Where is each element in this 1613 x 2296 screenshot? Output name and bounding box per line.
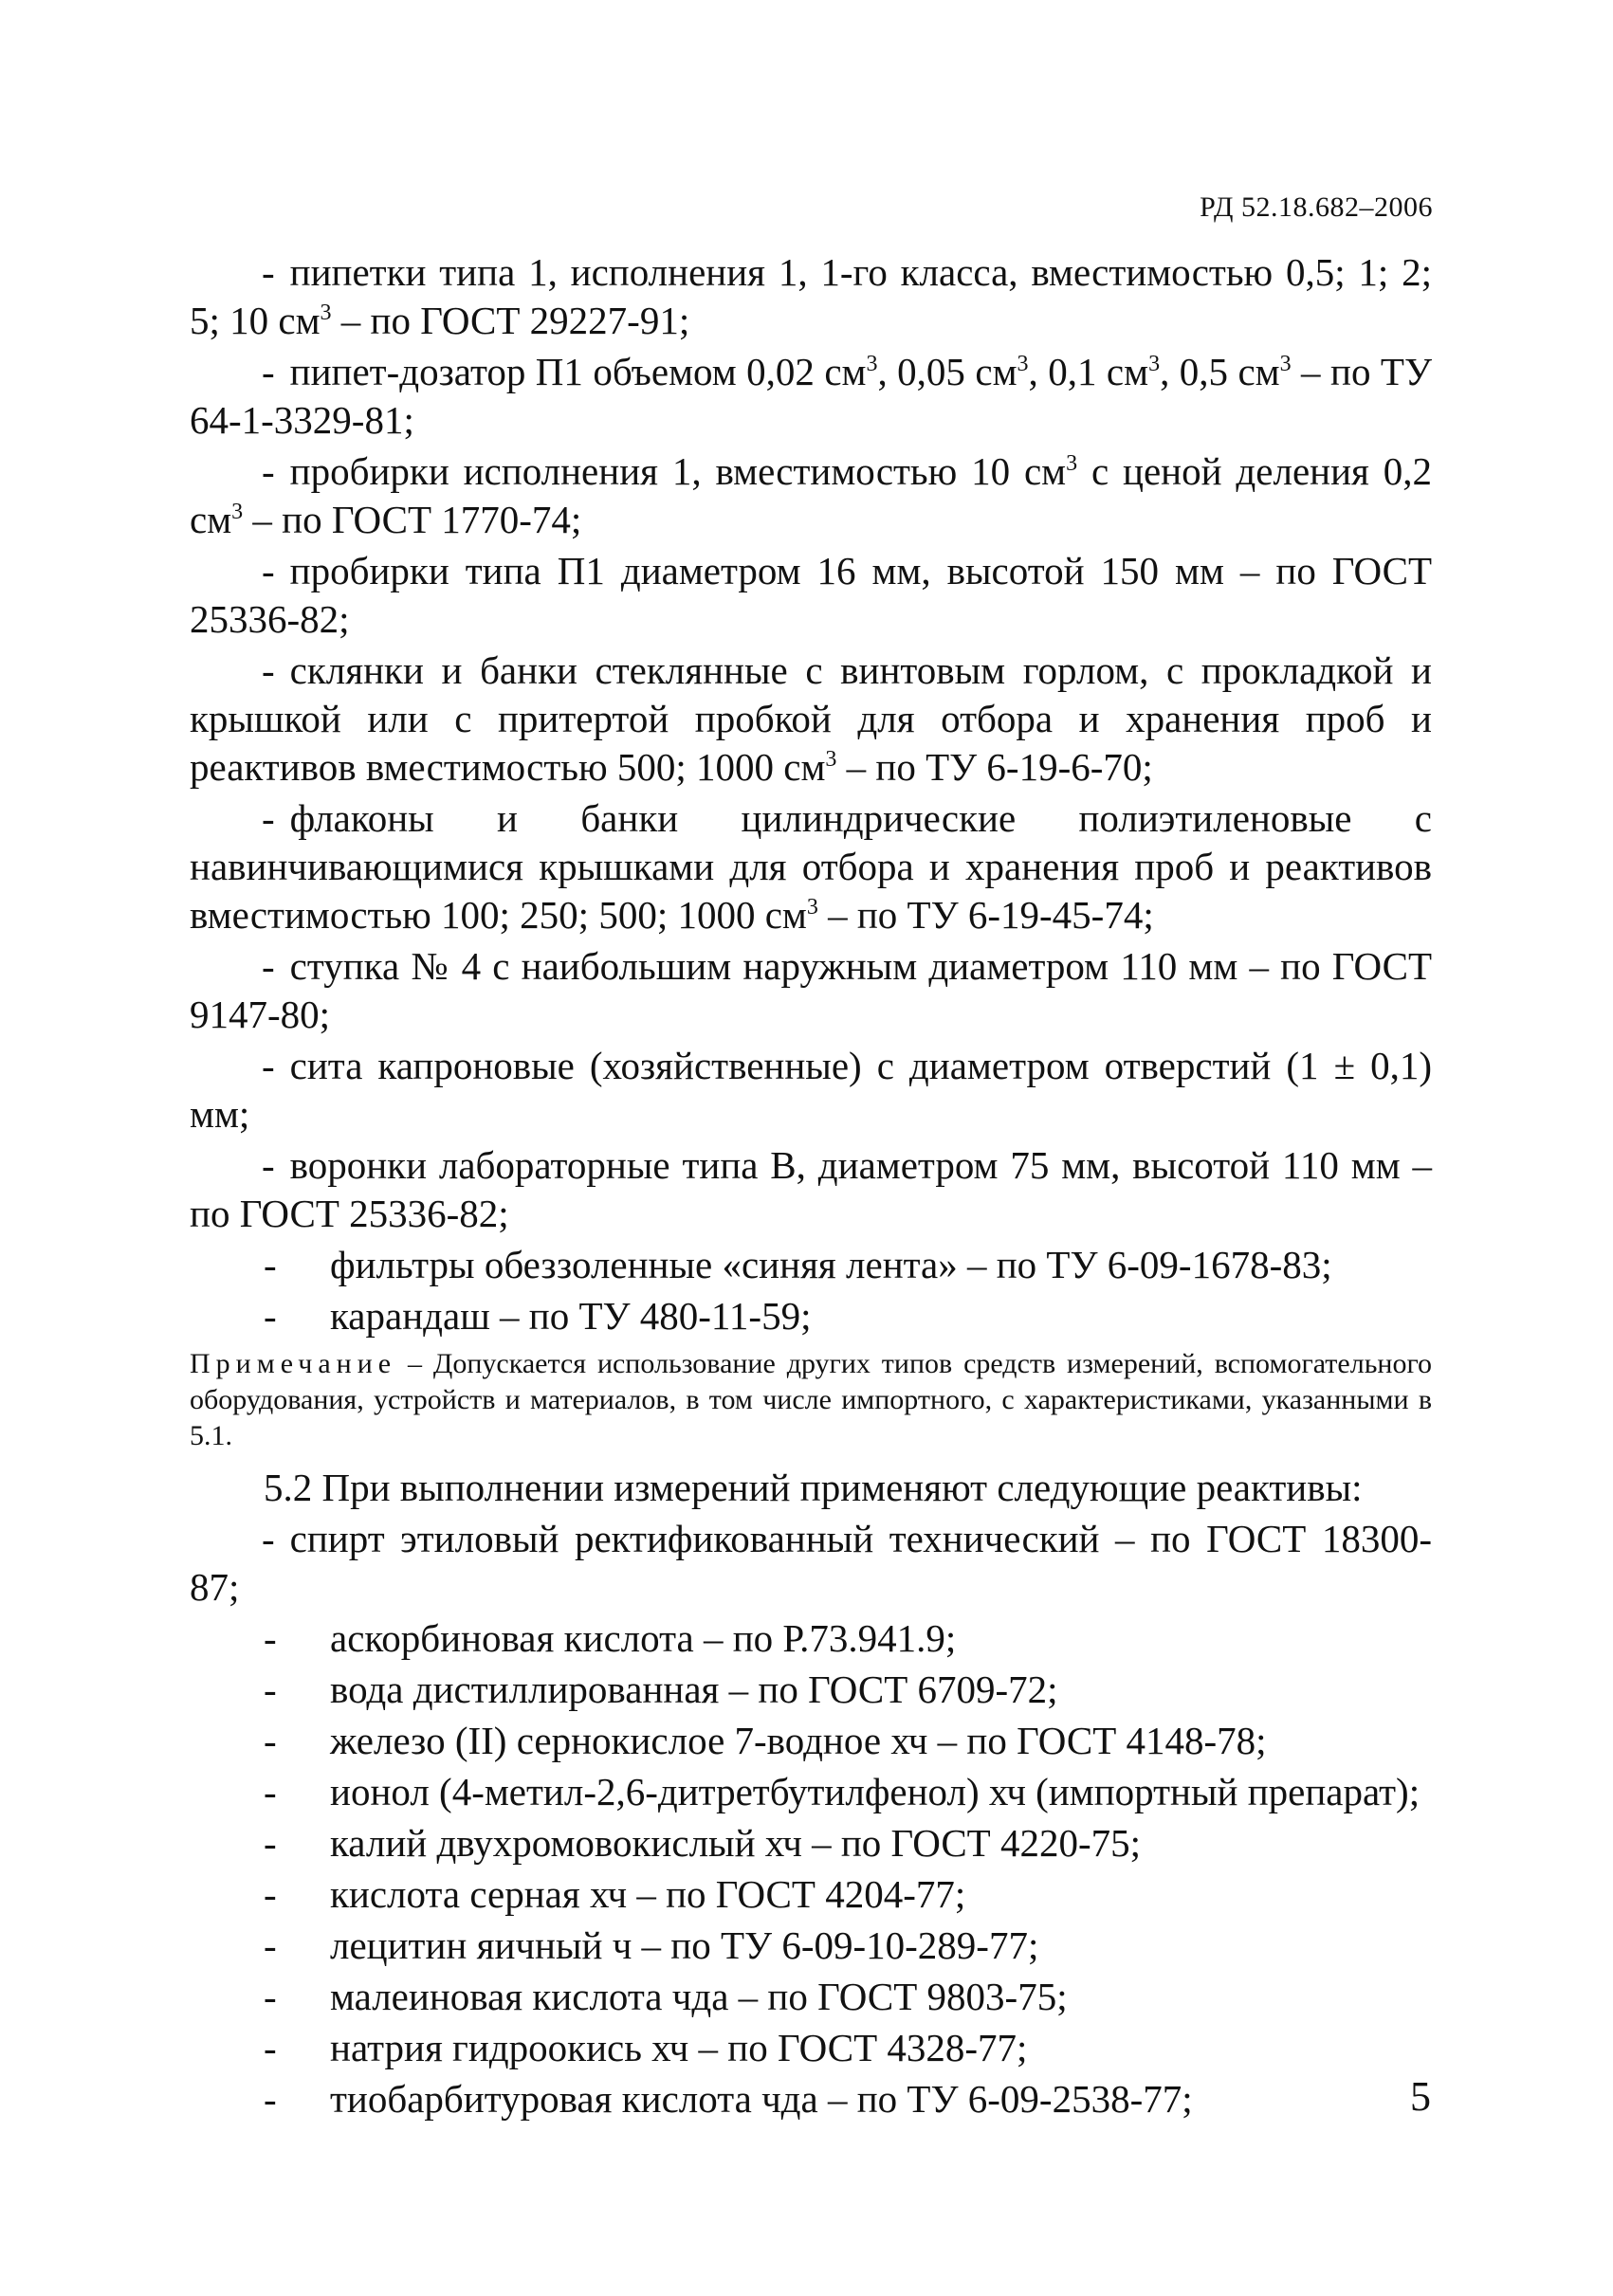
equipment-item: - воронки лабораторные типа В, диаметром 75 мм, высотой 110 мм – по ГОСТ 25336-82; [190,1143,1432,1235]
equipment-item: - пробирки исполнения 1, вместимостью 10 $см^3$ с ценой деления 0,2 $см^3$ – по ГОСТ 1770-74; [190,449,1432,541]
reagent-item: - железо (II) сернокислое 7-водное хч – по ГОСТ 4148-78; [264,1719,1267,1762]
reagent-item: - кислота серная хч – по ГОСТ 4204-77; [264,1872,966,1916]
equipment-item: - сита капроновые (хозяйственные) с диаметром отверстий (1 ± 0,1) мм; [190,1044,1432,1136]
note [190,1346,1432,1454]
page-number: 5 [1410,2073,1431,2120]
equipment-item: - карандаш – по ТУ 480-11-59; [264,1294,812,1338]
equipment-item: - пипет-дозатор П1 объемом 0,02 $см^3$, 0,05 $см^3$, 0,1 $см^3$, 0,5 $см^3$ – по ТУ 64-1-3329-81; [190,350,1432,442]
note-label: Примечание [190,1348,397,1379]
reagent-item: - тиобарбитуровая кислота чда – по ТУ 6-09-2538-77; [264,2077,1193,2121]
document-header: РД 52.18.682–2006 [1200,191,1433,223]
reagent-item: - аскорбиновая кислота – по Р.73.941.9; [264,1616,957,1660]
equipment-item: - пипетки типа 1, исполнения 1, 1-го класса, вместимостью 0,5; 1; 2; 5; 10 $см^3$ – по ГОСТ 29227-91; [190,250,1432,342]
equipment-list-short [190,1241,1432,1340]
reagent-item-first-text: спирт этиловый ректификованный технический – по ГОСТ 18300-87; [190,1517,1432,1609]
equipment-item: - ступка № 4 с наибольшим наружным диаметром 110 мм – по ГОСТ 9147-80; [190,944,1432,1036]
reagent-item: - калий двухромовокислый хч – по ГОСТ 4220-75; [264,1821,1142,1865]
reagent-list [190,1614,1432,2123]
reagent-item: - лецитин яичный ч – по ТУ 6-09-10-289-77; [264,1923,1039,1967]
equipment-item: - фильтры обеззоленные «синяя лента» – по ТУ 6-09-1678-83; [264,1243,1332,1286]
equipment-item: - пробирки типа П1 диаметром 16 мм, высотой 150 мм – по ГОСТ 25336-82; [190,549,1432,641]
reagent-item-first: - спирт этиловый ректификованный технический – по ГОСТ 18300-87; [190,1517,1432,1609]
reagent-item: - натрия гидроокись хч – по ГОСТ 4328-77; [264,2026,1028,2069]
equipment-list [190,248,1432,1238]
section-heading: 5.2 При выполнении измерений применяют следующие реактивы: [264,1466,1363,1509]
equipment-item: - флаконы и банки цилиндрические полиэтиленовые с навинчивающимися крышками для отбора и хранения проб и реактивов вместимостью 100; 250; 500; 1000 $см^3$ – по ТУ 6-19-45-74; [190,796,1432,937]
page-content [190,248,1432,2126]
equipment-item: - склянки и банки стеклянные с винтовым горлом, с прокладкой и крышкой или с притертой пробкой для отбора и хранения проб и реактивов вместимостью 500; 1000 $см^3$ – по ТУ 6-19-6-70; [190,648,1432,789]
reagent-item: - вода дистиллированная – по ГОСТ 6709-72; [264,1667,1058,1711]
reagent-item: - ионол (4-метил-2,6-дитретбутилфенол) хч (импортный препарат); [264,1770,1421,1813]
reagent-item: - малеиновая кислота чда – по ГОСТ 9803-75; [264,1975,1068,2018]
note-text: – Допускается использование других типов средств измерений, вспомогательного оборудования, устройств и материалов, в том числе импортного, с характеристиками, указанными в 5.1. [190,1348,1432,1451]
